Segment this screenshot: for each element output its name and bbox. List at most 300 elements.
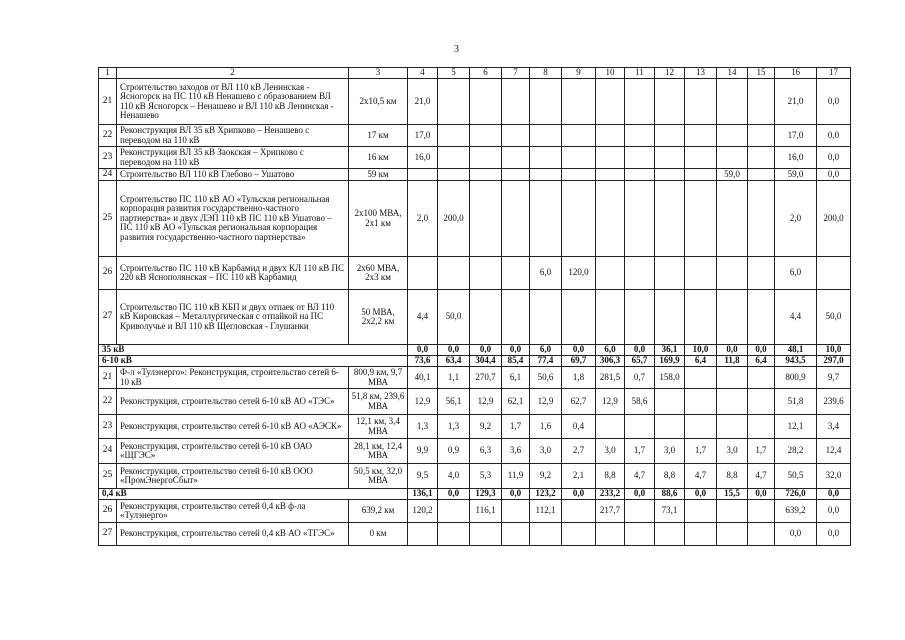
value-cell: 17,0 bbox=[775, 125, 817, 147]
value-cell: 12,9 bbox=[470, 389, 502, 415]
project-description: Строительство ПС 110 кВ АО «Тульская региональная корпорация развития государственно-частного партнерства» и двух ЛЭП 110 кВ ПС 110 кВ Ушатово – ПС 110 кВ АО «Тульская региональная корпорация развития государственно-частного партнерства» bbox=[117, 181, 349, 257]
value-cell bbox=[685, 181, 717, 257]
column-number: 10 bbox=[596, 68, 625, 79]
value-cell: 9,2 bbox=[470, 415, 502, 439]
value-cell bbox=[562, 181, 596, 257]
value-cell bbox=[502, 147, 530, 169]
column-number: 2 bbox=[117, 68, 349, 79]
value-cell: 0,0 bbox=[502, 345, 530, 356]
value-cell: 281,5 bbox=[596, 367, 625, 389]
value-cell: 3,0 bbox=[717, 439, 748, 464]
value-cell: 10,0 bbox=[685, 345, 717, 356]
value-cell bbox=[685, 523, 717, 546]
value-cell: 0,0 bbox=[817, 489, 851, 500]
value-cell bbox=[470, 523, 502, 546]
column-number: 5 bbox=[438, 68, 470, 79]
value-cell bbox=[530, 290, 562, 345]
value-cell: 0,0 bbox=[685, 489, 717, 500]
value-cell: 6,0 bbox=[530, 257, 562, 290]
value-cell: 21,0 bbox=[775, 79, 817, 125]
value-cell: 0,0 bbox=[717, 345, 748, 356]
column-number-row bbox=[99, 68, 851, 79]
value-cell: 10,0 bbox=[817, 345, 851, 356]
value-cell: 8,8 bbox=[596, 464, 625, 489]
value-cell bbox=[685, 290, 717, 345]
value-cell bbox=[562, 523, 596, 546]
value-cell: 50,6 bbox=[530, 367, 562, 389]
value-cell bbox=[438, 147, 470, 169]
value-cell: 2,1 bbox=[562, 464, 596, 489]
value-cell: 48,1 bbox=[775, 345, 817, 356]
project-parameters: 16 км bbox=[349, 147, 408, 169]
project-description: Реконструкция, строительство сетей 6-10 кВ ООО «ПромЭнергоСбыт» bbox=[117, 464, 349, 489]
section-label: 0,4 кВ bbox=[99, 489, 408, 500]
value-cell bbox=[596, 415, 625, 439]
row-number: 26 bbox=[99, 500, 117, 523]
value-cell: 3,0 bbox=[596, 439, 625, 464]
value-cell: 0,0 bbox=[625, 489, 655, 500]
value-cell: 3,0 bbox=[655, 439, 685, 464]
row-number: 25 bbox=[99, 181, 117, 257]
value-cell: 6,0 bbox=[596, 345, 625, 356]
value-cell bbox=[438, 169, 470, 181]
project-description: Строительство заходов от ВЛ 110 кВ Ленинская - Ясногорск на ПС 110 кВ Ненашево с образованием ВЛ 110 кВ Ясногорск – Ненашево и ВЛ 110 кВ Ленинская - Ненашево bbox=[117, 79, 349, 125]
value-cell: 0,7 bbox=[625, 367, 655, 389]
value-cell bbox=[748, 147, 775, 169]
value-cell: 69,7 bbox=[562, 356, 596, 367]
value-cell: 73,1 bbox=[655, 500, 685, 523]
value-cell bbox=[530, 79, 562, 125]
value-cell bbox=[625, 147, 655, 169]
value-cell bbox=[502, 169, 530, 181]
column-number: 3 bbox=[349, 68, 408, 79]
project-parameters: 0 км bbox=[349, 523, 408, 546]
value-cell: 6,0 bbox=[775, 257, 817, 290]
value-cell bbox=[748, 367, 775, 389]
value-cell: 200,0 bbox=[817, 181, 851, 257]
value-cell bbox=[685, 125, 717, 147]
project-parameters: 28,1 км, 12,4 МВА bbox=[349, 439, 408, 464]
project-description: Реконструкция, строительство сетей 0,4 кВ ф-ла «Тулэнерго» bbox=[117, 500, 349, 523]
project-parameters: 639,2 км bbox=[349, 500, 408, 523]
value-cell: 726,0 bbox=[775, 489, 817, 500]
value-cell bbox=[502, 181, 530, 257]
value-cell bbox=[408, 257, 438, 290]
value-cell: 0,0 bbox=[502, 489, 530, 500]
value-cell: 800,9 bbox=[775, 367, 817, 389]
value-cell: 1,7 bbox=[748, 439, 775, 464]
table-row bbox=[99, 169, 851, 181]
project-parameters: 17 км bbox=[349, 125, 408, 147]
value-cell bbox=[438, 500, 470, 523]
value-cell bbox=[625, 181, 655, 257]
project-parameters: 50,5 км, 32,0 МВА bbox=[349, 464, 408, 489]
value-cell bbox=[530, 169, 562, 181]
project-parameters: 2х10,5 км bbox=[349, 79, 408, 125]
value-cell bbox=[562, 79, 596, 125]
project-description: Ф-л «Тулэнерго»: Реконструкция, строительство сетей 6-10 кВ bbox=[117, 367, 349, 389]
row-number: 23 bbox=[99, 147, 117, 169]
value-cell: 0,0 bbox=[817, 169, 851, 181]
project-parameters: 50 МВА, 2х2,2 км bbox=[349, 290, 408, 345]
column-number: 6 bbox=[470, 68, 502, 79]
row-number: 27 bbox=[99, 523, 117, 546]
value-cell bbox=[438, 257, 470, 290]
row-number: 24 bbox=[99, 169, 117, 181]
row-number: 23 bbox=[99, 415, 117, 439]
column-number: 12 bbox=[655, 68, 685, 79]
value-cell bbox=[562, 500, 596, 523]
value-cell: 21,0 bbox=[408, 79, 438, 125]
row-number: 27 bbox=[99, 290, 117, 345]
value-cell: 0,4 bbox=[562, 415, 596, 439]
value-cell: 40,1 bbox=[408, 367, 438, 389]
value-cell bbox=[748, 257, 775, 290]
project-parameters: 12,1 км, 3,4 МВА bbox=[349, 415, 408, 439]
value-cell bbox=[470, 169, 502, 181]
value-cell bbox=[748, 500, 775, 523]
value-cell: 233,2 bbox=[596, 489, 625, 500]
value-cell bbox=[717, 523, 748, 546]
value-cell bbox=[470, 257, 502, 290]
table-row bbox=[99, 523, 851, 546]
value-cell bbox=[717, 147, 748, 169]
value-cell: 1,1 bbox=[438, 367, 470, 389]
value-cell: 9,2 bbox=[530, 464, 562, 489]
value-cell: 136,1 bbox=[408, 489, 438, 500]
value-cell bbox=[717, 290, 748, 345]
value-cell: 1,7 bbox=[502, 415, 530, 439]
value-cell bbox=[717, 389, 748, 415]
value-cell bbox=[748, 523, 775, 546]
value-cell bbox=[655, 181, 685, 257]
value-cell bbox=[470, 290, 502, 345]
voltage-section-row bbox=[99, 489, 851, 500]
value-cell: 16,0 bbox=[408, 147, 438, 169]
column-number: 16 bbox=[775, 68, 817, 79]
value-cell bbox=[717, 125, 748, 147]
value-cell bbox=[596, 290, 625, 345]
value-cell bbox=[625, 500, 655, 523]
value-cell bbox=[625, 257, 655, 290]
value-cell: 0,0 bbox=[408, 345, 438, 356]
value-cell: 12,9 bbox=[408, 389, 438, 415]
value-cell: 129,3 bbox=[470, 489, 502, 500]
value-cell bbox=[748, 389, 775, 415]
table-body bbox=[99, 68, 851, 546]
value-cell: 50,5 bbox=[775, 464, 817, 489]
page-number: 3 bbox=[454, 44, 459, 55]
value-cell: 59,0 bbox=[775, 169, 817, 181]
value-cell bbox=[717, 257, 748, 290]
column-number: 4 bbox=[408, 68, 438, 79]
value-cell bbox=[596, 147, 625, 169]
value-cell bbox=[530, 147, 562, 169]
value-cell: 0,0 bbox=[562, 345, 596, 356]
value-cell: 11,8 bbox=[717, 356, 748, 367]
project-description: Строительство ВЛ 110 кВ Глебово – Ушатово bbox=[117, 169, 349, 181]
value-cell bbox=[562, 169, 596, 181]
value-cell bbox=[562, 125, 596, 147]
value-cell bbox=[717, 500, 748, 523]
table-row bbox=[99, 439, 851, 464]
value-cell: 58,6 bbox=[625, 389, 655, 415]
value-cell: 0,0 bbox=[817, 79, 851, 125]
value-cell: 65,7 bbox=[625, 356, 655, 367]
value-cell: 2,0 bbox=[775, 181, 817, 257]
value-cell: 0,0 bbox=[438, 345, 470, 356]
value-cell: 270,7 bbox=[470, 367, 502, 389]
value-cell: 123,2 bbox=[530, 489, 562, 500]
value-cell bbox=[655, 257, 685, 290]
value-cell: 15,5 bbox=[717, 489, 748, 500]
value-cell: 3,0 bbox=[530, 439, 562, 464]
row-number: 26 bbox=[99, 257, 117, 290]
value-cell bbox=[625, 79, 655, 125]
section-label: 35 кВ bbox=[99, 345, 408, 356]
value-cell: 112,1 bbox=[530, 500, 562, 523]
value-cell: 62,1 bbox=[502, 389, 530, 415]
value-cell: 9,5 bbox=[408, 464, 438, 489]
value-cell: 304,4 bbox=[470, 356, 502, 367]
project-description: Строительство ПС 110 кВ КБП и двух отпаек от ВЛ 110 кВ Кировская – Металлургическая с отпайкой на ПС Криволучье и ВЛ 110 кВ Щегловская - Глушанки bbox=[117, 290, 349, 345]
value-cell: 0,0 bbox=[817, 500, 851, 523]
value-cell bbox=[625, 290, 655, 345]
value-cell: 0,0 bbox=[775, 523, 817, 546]
table-row bbox=[99, 415, 851, 439]
value-cell bbox=[817, 257, 851, 290]
value-cell bbox=[530, 125, 562, 147]
value-cell: 297,0 bbox=[817, 356, 851, 367]
value-cell: 200,0 bbox=[438, 181, 470, 257]
value-cell: 11,9 bbox=[502, 464, 530, 489]
value-cell bbox=[502, 79, 530, 125]
value-cell: 1,7 bbox=[625, 439, 655, 464]
value-cell: 0,0 bbox=[625, 345, 655, 356]
table-row bbox=[99, 290, 851, 345]
value-cell: 85,4 bbox=[502, 356, 530, 367]
value-cell: 120,2 bbox=[408, 500, 438, 523]
value-cell: 50,0 bbox=[817, 290, 851, 345]
value-cell: 59,0 bbox=[717, 169, 748, 181]
column-number: 8 bbox=[530, 68, 562, 79]
value-cell: 0,0 bbox=[817, 125, 851, 147]
value-cell: 56,1 bbox=[438, 389, 470, 415]
value-cell bbox=[530, 181, 562, 257]
row-number: 22 bbox=[99, 389, 117, 415]
value-cell bbox=[596, 169, 625, 181]
value-cell bbox=[470, 181, 502, 257]
project-parameters: 59 км bbox=[349, 169, 408, 181]
table-row bbox=[99, 257, 851, 290]
value-cell: 639,2 bbox=[775, 500, 817, 523]
value-cell bbox=[685, 389, 717, 415]
value-cell: 0,0 bbox=[817, 523, 851, 546]
value-cell: 17,0 bbox=[408, 125, 438, 147]
value-cell bbox=[685, 500, 717, 523]
column-number: 7 bbox=[502, 68, 530, 79]
value-cell bbox=[408, 523, 438, 546]
value-cell: 12,4 bbox=[817, 439, 851, 464]
voltage-section-row bbox=[99, 345, 851, 356]
value-cell bbox=[717, 367, 748, 389]
table-row bbox=[99, 181, 851, 257]
project-parameters: 2х60 МВА, 2х3 км bbox=[349, 257, 408, 290]
value-cell bbox=[655, 125, 685, 147]
value-cell bbox=[596, 257, 625, 290]
project-parameters: 51,8 км, 239,6 МВА bbox=[349, 389, 408, 415]
value-cell: 116,1 bbox=[470, 500, 502, 523]
value-cell: 36,1 bbox=[655, 345, 685, 356]
value-cell: 239,6 bbox=[817, 389, 851, 415]
value-cell: 9,7 bbox=[817, 367, 851, 389]
value-cell bbox=[685, 257, 717, 290]
value-cell: 1,3 bbox=[408, 415, 438, 439]
project-parameters: 800,9 км, 9,7 МВА bbox=[349, 367, 408, 389]
value-cell: 120,0 bbox=[562, 257, 596, 290]
value-cell bbox=[625, 169, 655, 181]
value-cell bbox=[748, 181, 775, 257]
value-cell: 0,0 bbox=[748, 489, 775, 500]
investment-program-table bbox=[98, 67, 851, 546]
value-cell: 4,7 bbox=[625, 464, 655, 489]
value-cell bbox=[438, 125, 470, 147]
value-cell: 6,4 bbox=[685, 356, 717, 367]
value-cell: 6,1 bbox=[502, 367, 530, 389]
column-number: 9 bbox=[562, 68, 596, 79]
column-number: 13 bbox=[685, 68, 717, 79]
value-cell: 158,0 bbox=[655, 367, 685, 389]
value-cell bbox=[685, 367, 717, 389]
value-cell: 63,4 bbox=[438, 356, 470, 367]
value-cell bbox=[502, 290, 530, 345]
value-cell: 77,4 bbox=[530, 356, 562, 367]
value-cell: 0,0 bbox=[748, 345, 775, 356]
value-cell: 4,7 bbox=[685, 464, 717, 489]
value-cell bbox=[502, 500, 530, 523]
project-description: Реконструкция, строительство сетей 6-10 кВ АО «АЭСК» bbox=[117, 415, 349, 439]
project-description: Реконструкция, строительство сетей 6-10 кВ ОАО «ЩГЭС» bbox=[117, 439, 349, 464]
value-cell: 12,9 bbox=[530, 389, 562, 415]
value-cell: 88,6 bbox=[655, 489, 685, 500]
value-cell bbox=[470, 125, 502, 147]
value-cell: 6,4 bbox=[748, 356, 775, 367]
voltage-section-row bbox=[99, 356, 851, 367]
value-cell: 6,3 bbox=[470, 439, 502, 464]
table-row bbox=[99, 464, 851, 489]
value-cell bbox=[562, 290, 596, 345]
value-cell: 28,2 bbox=[775, 439, 817, 464]
value-cell: 1,8 bbox=[562, 367, 596, 389]
table-row bbox=[99, 125, 851, 147]
row-number: 21 bbox=[99, 79, 117, 125]
value-cell bbox=[655, 415, 685, 439]
value-cell bbox=[530, 523, 562, 546]
value-cell: 943,5 bbox=[775, 356, 817, 367]
table-row bbox=[99, 500, 851, 523]
value-cell bbox=[438, 523, 470, 546]
value-cell: 12,9 bbox=[596, 389, 625, 415]
column-number: 11 bbox=[625, 68, 655, 79]
row-number: 24 bbox=[99, 439, 117, 464]
value-cell: 217,7 bbox=[596, 500, 625, 523]
value-cell: 51,8 bbox=[775, 389, 817, 415]
value-cell bbox=[717, 415, 748, 439]
value-cell bbox=[685, 169, 717, 181]
table-row bbox=[99, 367, 851, 389]
project-description: Реконструкция ВЛ 35 кВ Заокская – Хрипково с переводом на 110 кВ bbox=[117, 147, 349, 169]
value-cell bbox=[748, 169, 775, 181]
row-number: 22 bbox=[99, 125, 117, 147]
value-cell bbox=[596, 181, 625, 257]
value-cell bbox=[748, 79, 775, 125]
value-cell: 32,0 bbox=[817, 464, 851, 489]
value-cell: 4,0 bbox=[438, 464, 470, 489]
value-cell bbox=[655, 79, 685, 125]
value-cell: 5,3 bbox=[470, 464, 502, 489]
value-cell bbox=[685, 415, 717, 439]
value-cell bbox=[748, 290, 775, 345]
value-cell: 50,0 bbox=[438, 290, 470, 345]
row-number: 21 bbox=[99, 367, 117, 389]
value-cell bbox=[596, 125, 625, 147]
value-cell bbox=[408, 169, 438, 181]
row-number: 25 bbox=[99, 464, 117, 489]
value-cell bbox=[502, 257, 530, 290]
value-cell bbox=[625, 415, 655, 439]
value-cell: 8,8 bbox=[655, 464, 685, 489]
column-number: 1 bbox=[99, 68, 117, 79]
value-cell bbox=[748, 125, 775, 147]
value-cell: 12,1 bbox=[775, 415, 817, 439]
project-parameters: 2х100 МВА, 2х1 км bbox=[349, 181, 408, 257]
value-cell bbox=[655, 169, 685, 181]
table-row bbox=[99, 79, 851, 125]
value-cell bbox=[625, 523, 655, 546]
value-cell: 306,3 bbox=[596, 356, 625, 367]
project-description: Строительство ПС 110 кВ Карбамид и двух КЛ 110 кВ ПС 220 кВ Яснополянская – ПС 110 кВ Карбамид bbox=[117, 257, 349, 290]
value-cell bbox=[655, 147, 685, 169]
table-row bbox=[99, 389, 851, 415]
value-cell bbox=[685, 147, 717, 169]
value-cell: 4,4 bbox=[408, 290, 438, 345]
value-cell: 2,0 bbox=[408, 181, 438, 257]
column-number: 17 bbox=[817, 68, 851, 79]
value-cell: 1,7 bbox=[685, 439, 717, 464]
value-cell bbox=[470, 79, 502, 125]
value-cell bbox=[502, 523, 530, 546]
value-cell bbox=[655, 290, 685, 345]
value-cell bbox=[655, 389, 685, 415]
value-cell bbox=[596, 79, 625, 125]
project-description: Реконструкция, строительство сетей 6-10 кВ АО «ТЭС» bbox=[117, 389, 349, 415]
value-cell: 9,9 bbox=[408, 439, 438, 464]
value-cell: 0,0 bbox=[470, 345, 502, 356]
value-cell: 1,3 bbox=[438, 415, 470, 439]
value-cell bbox=[470, 147, 502, 169]
column-number: 14 bbox=[717, 68, 748, 79]
value-cell bbox=[438, 79, 470, 125]
value-cell: 6,0 bbox=[530, 345, 562, 356]
value-cell: 16,0 bbox=[775, 147, 817, 169]
value-cell bbox=[562, 147, 596, 169]
value-cell bbox=[717, 79, 748, 125]
value-cell bbox=[717, 181, 748, 257]
column-number: 15 bbox=[748, 68, 775, 79]
value-cell: 4,7 bbox=[748, 464, 775, 489]
project-description: Реконструкция, строительство сетей 0,4 кВ АО «ТГЭС» bbox=[117, 523, 349, 546]
value-cell: 0,0 bbox=[817, 147, 851, 169]
